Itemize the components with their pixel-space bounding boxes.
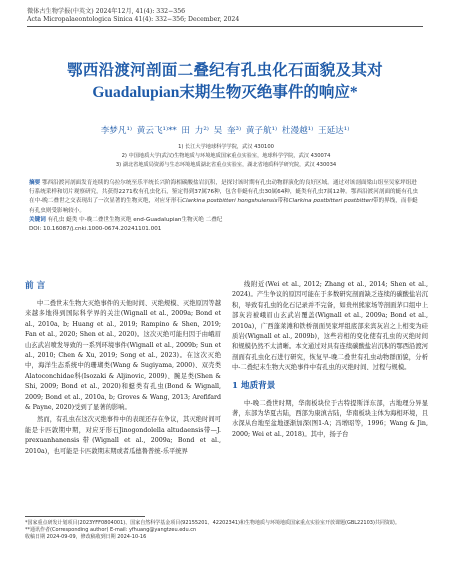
journal-header-en: Acta Micropalaeontologica Sinica 41(4): 332−356; December, 2024 bbox=[27, 16, 240, 24]
journal-header bbox=[27, 8, 427, 24]
keywords-line bbox=[29, 216, 421, 225]
paper-title-line1: 鄂西沿渡河剖面二叠纪有孔虫化石面貌及其对 bbox=[66, 61, 383, 79]
affiliation-3: 3) 湖北省地质局资源与生态环境地质湖北省重点实验室，湖北省地质科学研究院，武汉 430034 bbox=[115, 162, 337, 168]
abstract-species-2: Clarkina postbitteri postbitteri bbox=[288, 198, 373, 205]
abstract-text-2: 带和 bbox=[277, 198, 289, 205]
footnote-correspondence: **通讯作者(Corresponding author) E-mail: yfhuang@yangtzeu.edu.cn bbox=[25, 527, 197, 534]
paper-title bbox=[20, 60, 430, 103]
footnotes bbox=[25, 520, 425, 542]
abstract-body bbox=[29, 179, 421, 216]
paragraph: 中-晚二叠世时期，华南板块位于古特提斯洋东部，古地理分异显著，东部为华夏古陆，西部为康滇古陆，华南板块主体为海相环境，且水深从台地至盆地逐渐加深(图1-A；冯增昭等，1996；Wang & Jin, 2000; Wei et al., 2018)。其中，扬子台 bbox=[232, 399, 428, 438]
affiliations bbox=[30, 143, 422, 170]
section-title-geology: 1 地质背景 bbox=[232, 380, 276, 391]
abstract-species-1: Clarkina postbitteri hongshuiensis bbox=[182, 198, 278, 205]
author-list: 李梦凡¹⁾ 黄云飞¹⁾** 田 力²⁾ 吴 奎³⁾ 黄子航¹⁾ 杜漫越¹⁾ 王延达¹⁾ bbox=[100, 126, 350, 136]
paper-title-line2: Guadalupian末期生物灭绝事件的响应* bbox=[92, 84, 358, 101]
paragraph: 中二叠世末生物大灭绝事件的天他时间、灭绝规模、灭绝原因等越来越多地得到国际科学界的关注(Wignall et al., 2009a; Bond et al., 2010a, b; Huang et al., 2019; Rampino & Shen, 2019; Fan et al., 2020; Shen et al., 2020)。这次灭绝可能归因于由峨眉山玄武岩喷发导致的一系列环境事件(Wignall et al., 2009b; Sun et al., 2010; Chen & Xu, 2019; Song et al., 2023)。在这次灭绝中，海洋生态系统中的珊瑚类(Wang & Sugiyama, 2000)、双壳类Alatoconchidae科(Isozaki & Aljinovic, 2009)、腕足类(Shen & Shi, 2009; Bond et al., 2020)和蜓类有孔虫(Bond & Wignall, 2009; Bond et al., 2010a, b; Groves & Wang, 2013; Arefifard & Payne, 2020)受到了显著的影响。 bbox=[25, 300, 221, 412]
right-column bbox=[232, 280, 428, 442]
abstract-text-3: 带的界线，而非蜓有孔虫则受影响较小。 bbox=[29, 198, 418, 214]
left-column bbox=[25, 280, 221, 459]
footnote-funding: *国家重点研发计划项目(2023YFF0804001)、国家自然科学基金项目(92155201、42202341)和生物地质与环境地质国家重点实验室开放课题(GBL22103)共同资助。 bbox=[25, 520, 400, 526]
affiliation-2: 2) 中国地质大学(武汉)生物地质与环境地质国家重点实验室，地球科学学院，武汉 430074 bbox=[121, 153, 331, 159]
keywords-label: 关键词 bbox=[29, 216, 46, 223]
footnote-dates: 收稿日期 2024-09-09，修改稿收到日期 2024-10-16 bbox=[25, 534, 147, 541]
affiliation-1: 1) 长江大学地球科学学院，武汉 430100 bbox=[178, 144, 274, 150]
abstract bbox=[29, 179, 421, 234]
abstract-text-1: 鄂西沿渡河剖面发育连续的乌拉尔统至乐平统长兴阶海相碳酸盐岩沉积，是探讨该时期有孔虫动物群演化的良好区域。通过对该剖面梁山组至吴家坪组进行系统采样和切片观察研究，共获得2271枚有孔虫化石，鉴定得到37属76种，包含非蜓有孔虫30属64种，蜓类有孔虫7属12种。鄂西沿渡河剖面的蜓有孔虫在中-晚二叠世之交表现出了一次显著的生物灭绝，对应牙形石 bbox=[29, 180, 419, 205]
paragraph: 线附近(Wei et al., 2012; Zhang et al., 2014; Shen et al., 2024)。产生争议的原因可能在于多数研究剖面缺乏连续的碳酸盐岩沉积，导致有孔虫的化石记录并不完备，如贵州熊家场等剖面茅口组中上部灰岩被峨眉山玄武岩覆盖(Wignall et al., 2009a; Bond et al., 2010a)，广西蓬莱滩和铁桥剖面吴家坪组底部来宾灰岩之上相变为硅质岩(Wignall et al., 2009b)，这些岩相的变化使有孔虫的灭绝时间和规模仍然不太清晰。本文通过对具有连续碳酸盐岩沉积的鄂西沿渡河剖面有孔虫化石进行研究，恢复早-晚二叠世有孔虫动物群面貌，分析中-二叠纪末生物大灭绝事件中有孔虫的灭绝时间、过程与规模。 bbox=[232, 281, 428, 372]
header-rule bbox=[27, 26, 423, 27]
keywords: 有孔虫 蜓类 中-晚二叠世生物灭绝 end-Guadalupian生物灭绝 二叠纪 bbox=[47, 216, 223, 223]
journal-header-cn: 微体古生物学报(中英文) 2024年12月, 41(4): 332−356 bbox=[27, 8, 186, 15]
paragraph: 然而，有孔虫在这次灭绝事件中的表现还存在争议，其灭绝时间可能是卡匹敦期中期，对应牙形石Jinogondolella altudaensis带—J. prexuanhanensis带(Wignall et al., 2009a; Bond et al., 2010a)，也可能是卡匹敦期末期或者瓜德鲁普统-乐平统界 bbox=[25, 416, 221, 455]
abstract-label: 摘要 bbox=[29, 180, 41, 186]
section-title-preface: 前 言 bbox=[25, 281, 46, 291]
footnote-rule bbox=[25, 516, 145, 517]
doi: DOI: 10.16087/j.cnki.1000-0674.20241101.001 bbox=[29, 226, 162, 233]
